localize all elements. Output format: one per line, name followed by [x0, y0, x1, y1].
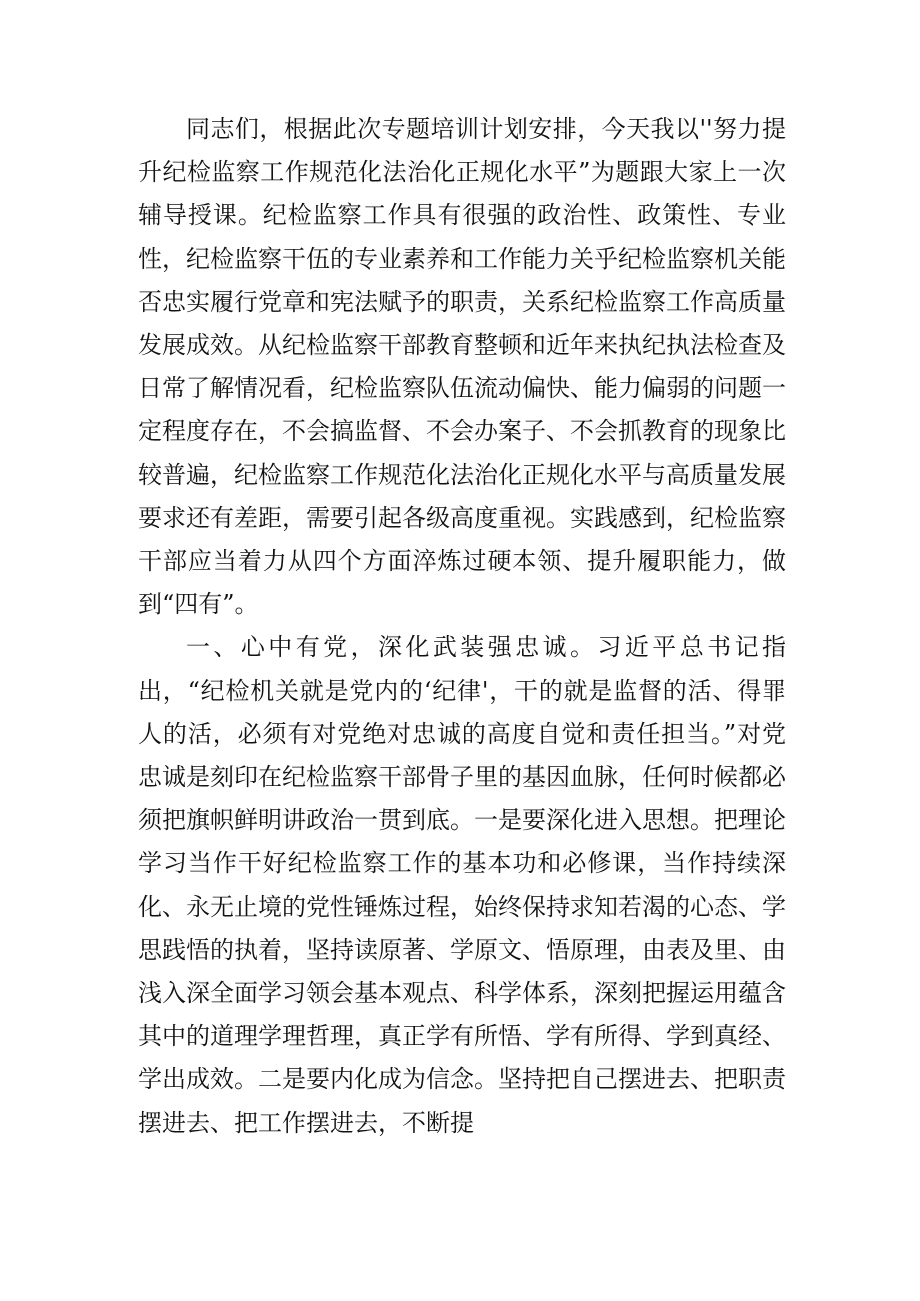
paragraph-section-one: 一、心中有党，深化武装强忠诚。习近平总书记指出，“纪检机关就是党内的‘纪律'，干的就是监督的活、得罪人的活，必须有对党绝对忠诚的高度自觉和责任担当。”对党忠诚是刻印在纪检监察干部骨子里的基因血脉，任何时候都必须把旗帜鲜明讲政治一贯到底。一是要深化进入思想。把理论学习当作干好纪检监察工作的基本功和必修课，当作持续深化、永无止境的党性锤炼过程，始终保持求知若渴的心态、学思践悟的执着，坚持读原著、学原文、悟原理，由表及里、由浅入深全面学习领会基本观点、科学体系，深刻把握运用蕴含其中的道理学理哲理，真正学有所悟、学有所得、学到真经、学出成效。二是要内化成为信念。坚持把自己摆进去、把职责摆进去、把工作摆进去，不断提 — [138, 633, 786, 1137]
paragraph-intro: 同志们，根据此次专题培训计划安排，今天我以''努力提升纪检监察工作规范化法治化正规化水平”为题跟大家上一次辅导授课。纪检监察工作具有很强的政治性、政策性、专业性，纪检监察干伍的专业素养和工作能力关乎纪检监察机关能否忠实履行党章和宪法赋予的职责，关系纪检监察工作高质量发展成效。从纪检监察干部教育整顿和近年来执纪执法检查及日常了解情况看，纪检监察队伍流动偏快、能力偏弱的问题一定程度存在，不会搞监督、不会办案子、不会抓教育的现象比较普遍，纪检监察工作规范化法治化正规化水平与高质量发展要求还有差距，需要引起各级高度重视。实践感到，纪检监察干部应当着力从四个方面淬炼过硬本领、提升履职能力，做到“四有”。 — [138, 115, 786, 619]
document-body — [138, 108, 786, 1145]
